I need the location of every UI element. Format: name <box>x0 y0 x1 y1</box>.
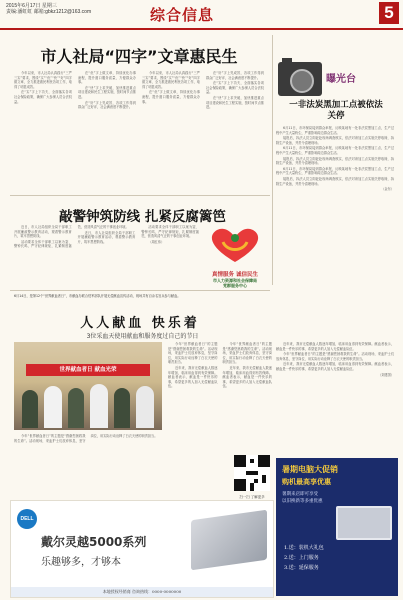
divider <box>10 195 270 196</box>
news-photo <box>14 342 162 430</box>
ad-item: 1.送：装机大礼包 <box>284 545 324 551</box>
photo-banner: 世界献血者日 献血光荣 <box>26 364 150 376</box>
sidebar-body: 6月11日，市环保局接到群众举报，反映某地有一处非法炭黑加工点，生产过程中产生大量粉尘，严重影响周边群众生活。 接报后，执法人员立即赶赴现场调查核实，依法对该加工点实施关停取缔，拆除生产设备，并责令清理现场。 6月11日，市环保局接到群众举报，反映某地有一处非法炭黑加工点，生产过程中产生大量粉尘，严重影响周边群众生活。 接报后，执法人员立即赶赴现场调查核实，依法对该加工点实施关停取缔，拆除生产设备，并责令清理现场。 6月11日，市环保局接到群众举报，反映某地有一处非法炭黑加工点，生产过程中产生大量粉尘，严重影响周边群众生活。 接报后，执法人员立即赶赴现场调查核实，依法对该加工点实施关停取缔，拆除生产设备，并责令清理现场。 （金东） <box>276 126 394 192</box>
qr-code-icon[interactable] <box>234 455 270 491</box>
laptop-image <box>191 510 267 571</box>
ad-title: 暑期电脑大促销 <box>282 465 338 474</box>
sidebar-column <box>276 60 396 320</box>
heart-logo-icon <box>201 222 269 266</box>
divider <box>10 290 270 291</box>
article-body-3: 今年“世界献血者日”的主题是“感谢您拯救我的生命”。活动现场，采血护士们放弃休息，坚守岗位，用实际行动诠释了白衣天使的职责担当。 近年来，我市无偿献血人数逐年增加，临床用血得到有效保障。献血者表示，献血是一件快乐的事，希望更多的人加入无偿献血队伍。 今年“世界献血者日”的主题是“感谢您拯救我的生命”。活动现场，采血护士们放弃休息，坚守岗位，用实际行动诠释了白衣天使的职责担当。 近年来，我市无偿献血人数逐年增加，临床用血得到有效保障。献血者表示，献血是一件快乐的事，希望更多的人加入无偿献血队伍。 <box>168 342 272 389</box>
article-intro-3: 6月14日，是第12个“世界献血者日”，市献血办联合驻军部队开展无偿献血宣传活动，现场共有百余名官兵参与献血。 <box>14 294 181 298</box>
article-body-3b: 近年来，我市无偿献血人数逐年增加，临床用血得到有效保障。献血者表示，献血是一件快乐的事，希望更多的人加入无偿献血队伍。 今年“世界献血者日”的主题是“感谢您拯救我的生命”。活动现场，采血护士们放弃休息，坚守岗位，用实际行动诠释了白衣天使的职责担当。 近年来，我市无偿献血人数逐年增加，临床用血得到有效保障。献血者表示，献血是一件快乐的事，希望更多的人加入无偿献血队伍。 （刘建国） <box>276 342 394 377</box>
camera-icon <box>278 62 322 96</box>
page-header <box>0 0 403 30</box>
promo-ad[interactable] <box>276 458 398 596</box>
article-subhead-3: 3位采血天使用献血和服务度过自己的节日 <box>86 333 199 340</box>
dell-ad[interactable] <box>10 500 274 598</box>
logo-caption: 市人力资源和社会保障局 党群服务中心 <box>213 278 257 288</box>
logo-badge <box>201 222 269 286</box>
ad-item: 3.送：延保服务 <box>284 565 319 571</box>
qr-caption: 扫一扫 了解更多 <box>239 495 265 499</box>
article-headline-3: 人人献血 快乐着 <box>80 316 200 331</box>
column-name: 曝光台 <box>326 74 356 85</box>
article-body-1: 今年以来，市人社局认真践行“三严三实”要求，围绕“实”“优”“快”“好”四字做文章，全力推进惠民利民各项工作，取得了明显成效。 在“实”字上下功夫，全面落实各项社会保险政策，确保广大参保人员合法权益。 在“优”字上做文章，持续优化办事流程，提升窗口服务质量，方便群众办事。 在“快”字上求突破，加快推进重点项目建设和民生工程实施，按时间节点推进。 在“好”字上见成效，各项工作得到群众广泛好评，社会满意度不断提升。 今年以来，市人社局认真践行“三严三实”要求，围绕“实”“优”“快”“好”四字做文章，全力推进惠民利民各项工作，取得了明显成效。 在“优”字上做文章，持续优化办事流程，提升窗口服务质量，方便群众办事。 在“好”字上见成效，各项工作得到群众广泛好评，社会满意度不断提升。 在“实”字上下功夫，全面落实各项社会保险政策，确保广大参保人员合法权益。 在“快”字上求突破，加快推进重点项目建设和民生工程实施，按时间节点推进。 <box>14 71 264 110</box>
ad-slogan: 乐趣够多，才够本 <box>41 557 121 568</box>
ad-item: 2.送：上门服务 <box>284 555 319 561</box>
article-body-3c: 今年“世界献血者日”的主题是“感谢您拯救我的生命”。活动现场，采血护士们放弃休息，坚守岗位，用实际行动诠释了白衣天使的职责担当。 <box>14 434 158 443</box>
sidebar-headline: 一非法炭黑加工点被依法关停 <box>289 100 383 121</box>
ad-product: 戴尔灵越5000系列 <box>41 535 147 549</box>
ad-line: 暑期来店即可享受 <box>282 492 318 497</box>
article-body-2: 近日，市人社局组织全局干部职工开展廉政警示教育活动，观看警示教育片，筑牢思想防线。 活动要求全体干部职工以案为鉴、警钟长鸣，严守纪律规矩，扎紧制度篱笆，营造风清气正的干事创业环境。 近日，市人社局组织全局干部职工开展廉政警示教育活动，观看警示教育片，筑牢思想防线。 活动要求全体干部职工以案为鉴、警钟长鸣，严守纪律规矩，扎紧制度篱笆，营造风清气正的干事创业环境。 （周红伟） <box>14 225 199 249</box>
page-number: 5 <box>379 2 399 24</box>
ad-line: 以旧换新等多重优惠 <box>282 499 323 504</box>
ad-footer: 本地授权经销商 咨询热线：0000-0000000 <box>11 587 273 597</box>
article-headline-2: 敲警钟筑防线 扎紧反腐篱笆 <box>59 209 226 225</box>
column-divider <box>272 35 273 285</box>
issue-date: 2015年6月17日 星期三 责编:潘虹虹 邮箱:gbkz1212@163.com <box>6 3 92 15</box>
article-headline-1: 市人社局“四字”文章惠民生 <box>40 47 238 66</box>
logo-slogan: 真情服务 诚信民生 <box>212 272 258 278</box>
section-title: 综合信息 <box>150 6 215 24</box>
dell-logo-icon: DELL <box>17 509 37 529</box>
laptop-icon <box>336 506 392 540</box>
qr-box <box>232 455 272 499</box>
ad-subtitle: 购机最高享优惠 <box>282 478 331 486</box>
